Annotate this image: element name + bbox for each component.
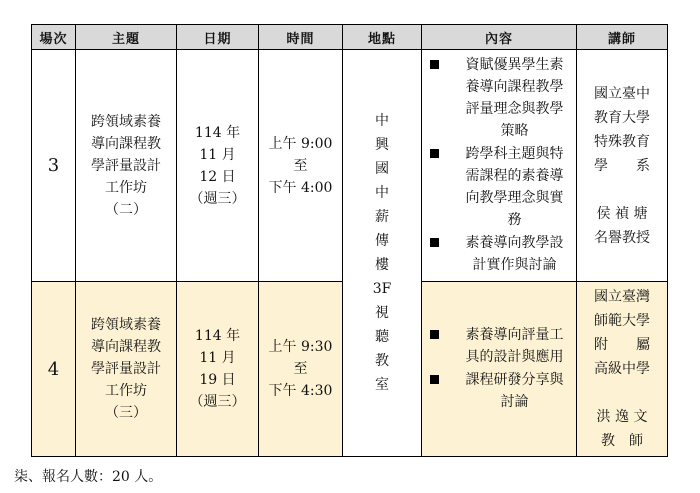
topic-cell: 跨領域素養 導向課程教 學評量設計 工作坊 （二）	[76, 50, 177, 282]
list-item: 素養導向評量工 具的設計與應用	[428, 324, 572, 368]
list-item: 資賦優異學生素 養導向課程教學 評量理念與教學 策略	[428, 54, 572, 142]
header-location: 地點	[343, 25, 422, 50]
table-row	[32, 50, 668, 282]
content-cell	[422, 282, 577, 457]
square-bullet-icon	[430, 60, 439, 69]
schedule-table	[31, 24, 668, 457]
lecturer-cell: 國立臺灣 師範大學 附 屬 高級中學 洪 逸 文 教 師	[577, 282, 668, 457]
header-topic: 主題	[76, 25, 177, 50]
topic-cell: 跨領域素養 導向課程教 學評量設計 工作坊 （三）	[76, 282, 177, 457]
square-bullet-icon	[430, 375, 439, 384]
time-cell: 上午 9:00 至 下午 4:00	[259, 50, 343, 282]
session-number: 4	[32, 282, 76, 457]
header-row	[32, 25, 668, 50]
date-cell: 114 年 11 月 19 日 （週三）	[177, 282, 259, 457]
square-bullet-icon	[430, 238, 439, 247]
registration-count-note: 柒、報名人數：20 人。	[14, 469, 163, 485]
square-bullet-icon	[430, 330, 439, 339]
lecturer-cell: 國立臺中 教育大學 特殊教育 學 系 侯 禎 塘 名譽教授	[577, 50, 668, 282]
list-item: 課程研發分享與 討論	[428, 369, 572, 413]
header-content: 內容	[422, 25, 577, 50]
date-cell: 114 年 11 月 12 日 （週三）	[177, 50, 259, 282]
list-item: 素養導向教學設 計實作與討論	[428, 232, 572, 276]
content-cell	[422, 50, 577, 282]
location-cell: 中 興 國 中 薪 傳 樓 3F 視 聽 教 室	[343, 50, 422, 457]
header-lecturer: 講師	[577, 25, 668, 50]
square-bullet-icon	[430, 149, 439, 158]
list-item: 跨學科主題與特 需課程的素養導 向教學理念與實 務	[428, 143, 572, 231]
time-cell: 上午 9:30 至 下午 4:30	[259, 282, 343, 457]
header-date: 日期	[177, 25, 259, 50]
session-number: 3	[32, 50, 76, 282]
header-time: 時間	[259, 25, 343, 50]
header-session: 場次	[32, 25, 76, 50]
